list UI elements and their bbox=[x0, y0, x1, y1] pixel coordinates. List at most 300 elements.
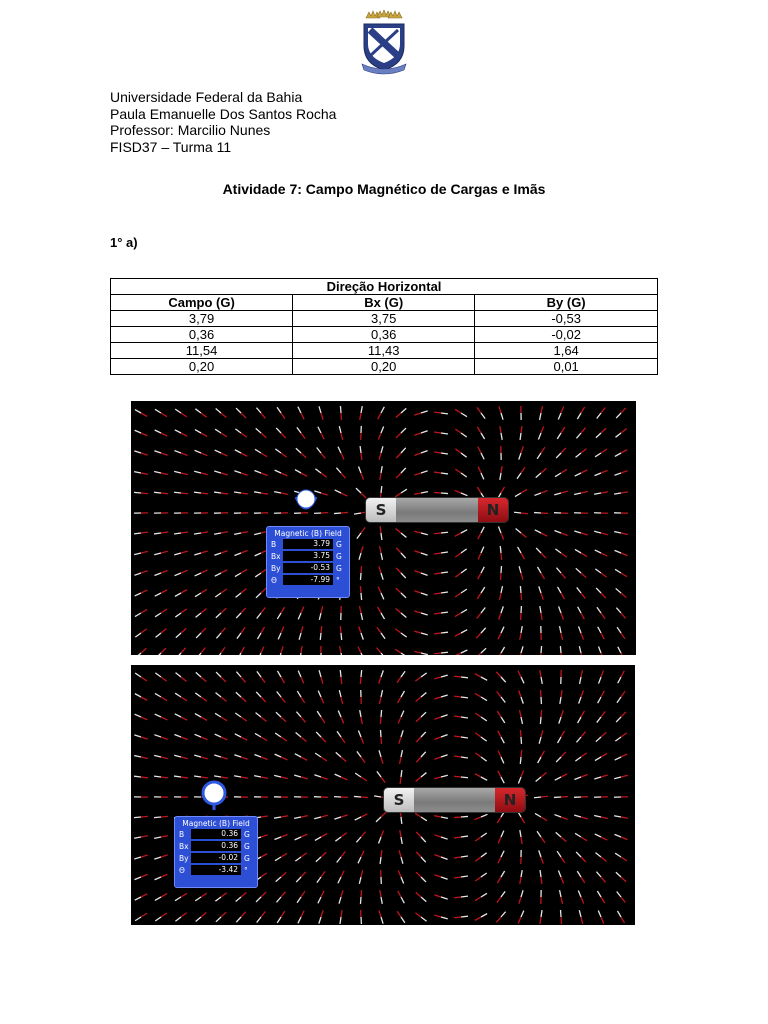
compass-needle bbox=[359, 870, 362, 884]
compass-needle bbox=[579, 626, 584, 639]
compass-needle bbox=[615, 853, 627, 861]
compass-needle bbox=[380, 890, 383, 904]
field-needle-grid bbox=[131, 401, 636, 655]
compass-needle bbox=[338, 711, 344, 724]
compass-needle bbox=[317, 711, 325, 723]
compass-needle bbox=[416, 773, 427, 782]
bar-magnet[interactable] bbox=[366, 498, 508, 522]
compass-needle bbox=[314, 815, 328, 818]
compass-needle bbox=[595, 449, 607, 457]
compass-needle bbox=[195, 589, 207, 596]
compass-needle bbox=[534, 513, 548, 514]
table-cell: 11,54 bbox=[111, 343, 293, 359]
compass-needle bbox=[196, 628, 206, 638]
compass-needle bbox=[380, 546, 383, 560]
compass-needle bbox=[455, 449, 466, 457]
compass-needle bbox=[294, 775, 307, 779]
compass-needle bbox=[134, 756, 148, 759]
compass-needle bbox=[236, 892, 247, 901]
compass-needle bbox=[255, 733, 267, 740]
compass-needle bbox=[496, 672, 505, 682]
compass-needle bbox=[455, 530, 467, 537]
compass-needle bbox=[520, 586, 521, 600]
compass-needle bbox=[577, 407, 584, 419]
compass-needle bbox=[554, 797, 568, 798]
compass-needle bbox=[416, 892, 427, 901]
field-probe-icon[interactable] bbox=[293, 489, 319, 519]
compass-needle bbox=[455, 409, 467, 416]
compass-needle bbox=[276, 428, 286, 438]
compass-needle bbox=[356, 832, 365, 843]
compass-needle bbox=[617, 891, 626, 902]
compass-needle bbox=[455, 589, 467, 597]
compass-needle bbox=[214, 471, 227, 475]
compass-needle bbox=[134, 836, 148, 839]
compass-needle bbox=[414, 571, 427, 576]
compass-needle bbox=[135, 609, 147, 616]
compass-needle bbox=[380, 730, 381, 744]
compass-needle bbox=[235, 713, 246, 721]
compass-needle bbox=[554, 531, 567, 536]
compass-needle bbox=[154, 571, 167, 576]
compass-needle bbox=[574, 775, 587, 780]
compass-needle bbox=[575, 470, 588, 476]
compass-needle bbox=[434, 472, 448, 474]
compass-needle bbox=[614, 471, 627, 476]
compass-needle bbox=[380, 850, 382, 864]
compass-needle bbox=[174, 735, 187, 740]
meter-row bbox=[175, 828, 257, 840]
compass-needle bbox=[194, 532, 208, 534]
compass-needle bbox=[175, 714, 187, 720]
field-table bbox=[110, 278, 658, 375]
compass-needle bbox=[596, 872, 605, 883]
compass-needle bbox=[500, 466, 502, 480]
compass-needle bbox=[498, 771, 504, 783]
compass-needle bbox=[216, 672, 226, 682]
compass-needle bbox=[534, 491, 547, 496]
compass-needle bbox=[475, 914, 487, 921]
meter-value: 0.36 bbox=[191, 841, 241, 851]
compass-needle bbox=[236, 692, 246, 701]
table-cell: 3,75 bbox=[293, 311, 475, 327]
compass-needle bbox=[475, 774, 487, 781]
compass-needle bbox=[377, 627, 385, 638]
compass-needle bbox=[156, 648, 166, 655]
compass-needle bbox=[358, 730, 363, 743]
meter-row bbox=[267, 550, 349, 562]
compass-needle bbox=[256, 588, 266, 598]
compass-needle bbox=[154, 451, 167, 456]
compass-needle bbox=[518, 671, 524, 684]
compass-needle bbox=[257, 627, 264, 639]
compass-needle bbox=[176, 628, 186, 637]
compass-needle bbox=[434, 855, 447, 860]
meter-row bbox=[175, 852, 257, 864]
compass-needle bbox=[376, 812, 386, 822]
bar-magnet[interactable] bbox=[384, 788, 525, 812]
compass-needle bbox=[134, 472, 148, 475]
compass-needle bbox=[215, 589, 226, 597]
magnet-south-pole: S bbox=[366, 498, 396, 522]
compass-needle bbox=[497, 891, 505, 902]
compass-needle bbox=[414, 492, 428, 495]
compass-needle bbox=[416, 852, 425, 862]
compass-needle bbox=[216, 693, 227, 702]
compass-needle bbox=[360, 890, 361, 904]
compass-needle bbox=[338, 871, 344, 884]
compass-needle bbox=[500, 426, 502, 440]
compass-needle bbox=[576, 568, 586, 577]
compass-needle bbox=[315, 753, 327, 761]
compass-needle bbox=[478, 567, 485, 579]
compass-needle bbox=[296, 872, 306, 882]
compass-needle bbox=[216, 408, 227, 417]
compass-needle bbox=[434, 552, 448, 554]
compass-needle bbox=[434, 492, 448, 493]
compass-needle bbox=[238, 647, 245, 655]
meter-label: Bx bbox=[179, 841, 189, 851]
compass-needle bbox=[358, 647, 364, 655]
compass-needle bbox=[397, 671, 405, 682]
compass-needle bbox=[520, 870, 522, 884]
compass-needle bbox=[554, 491, 567, 495]
field-meter-panel bbox=[266, 526, 350, 598]
compass-needle bbox=[135, 430, 148, 436]
table-cell: 0,20 bbox=[111, 359, 293, 375]
compass-needle bbox=[475, 713, 487, 721]
compass-needle bbox=[434, 452, 448, 454]
compass-needle bbox=[478, 447, 484, 460]
compass-needle bbox=[576, 852, 586, 862]
compass-needle bbox=[396, 468, 406, 478]
compass-needle bbox=[278, 627, 284, 640]
compass-needle bbox=[214, 492, 228, 494]
compass-needle bbox=[155, 874, 168, 880]
compass-needle bbox=[377, 771, 385, 782]
compass-needle bbox=[576, 428, 585, 439]
compass-needle bbox=[575, 549, 587, 556]
compass-needle bbox=[154, 755, 168, 758]
compass-needle bbox=[174, 471, 188, 474]
compass-needle bbox=[395, 649, 407, 655]
meter-row bbox=[267, 562, 349, 574]
compass-needle bbox=[497, 711, 505, 723]
meter-unit: G bbox=[336, 539, 342, 549]
compass-needle bbox=[554, 513, 568, 514]
compass-needle bbox=[597, 891, 604, 903]
compass-needle bbox=[455, 469, 467, 477]
panel-title: Magnetic (B) Field bbox=[182, 819, 250, 828]
compass-needle bbox=[455, 549, 466, 557]
compass-needle bbox=[295, 834, 308, 840]
compass-needle bbox=[414, 411, 427, 415]
compass-needle bbox=[434, 592, 448, 594]
compass-needle bbox=[614, 492, 628, 494]
compass-needle bbox=[518, 547, 525, 559]
compass-needle bbox=[195, 450, 208, 455]
compass-needle bbox=[176, 648, 185, 655]
compass-needle bbox=[536, 468, 547, 477]
compass-needle bbox=[277, 671, 284, 683]
compass-needle bbox=[434, 775, 448, 778]
compass-needle bbox=[574, 797, 588, 798]
compass-needle bbox=[597, 607, 605, 618]
compass-needle bbox=[616, 588, 627, 597]
compass-needle bbox=[355, 773, 367, 781]
meter-label: B bbox=[179, 829, 185, 839]
compass-needle bbox=[336, 752, 346, 761]
compass-needle bbox=[596, 588, 606, 598]
compass-needle bbox=[257, 671, 265, 682]
compass-needle bbox=[339, 426, 342, 440]
compass-needle bbox=[216, 608, 226, 617]
document-header bbox=[110, 89, 336, 155]
compass-needle bbox=[340, 670, 341, 684]
magnet-north-pole: N bbox=[495, 788, 525, 812]
compass-needle bbox=[614, 532, 628, 535]
compass-needle bbox=[395, 629, 406, 637]
compass-needle bbox=[236, 589, 247, 598]
compass-needle bbox=[236, 408, 246, 418]
compass-needle bbox=[340, 626, 341, 640]
compass-needle bbox=[357, 751, 365, 762]
compass-needle bbox=[500, 586, 503, 600]
compass-needle bbox=[214, 532, 228, 534]
compass-needle bbox=[434, 632, 448, 634]
compass-needle bbox=[359, 626, 364, 639]
compass-needle bbox=[380, 526, 382, 540]
compass-needle bbox=[136, 648, 146, 655]
compass-needle bbox=[175, 693, 187, 701]
compass-needle bbox=[215, 450, 228, 456]
table-cell: 0,36 bbox=[111, 327, 293, 343]
magnet-body bbox=[414, 788, 495, 812]
question-label: 1° a) bbox=[110, 235, 138, 250]
compass-needle bbox=[556, 448, 566, 458]
compass-needle bbox=[395, 489, 407, 497]
compass-needle bbox=[521, 606, 522, 620]
compass-needle bbox=[541, 690, 542, 704]
compass-needle bbox=[297, 427, 305, 438]
compass-needle bbox=[257, 911, 266, 922]
compass-needle bbox=[414, 631, 428, 635]
compass-needle bbox=[359, 546, 363, 559]
compass-needle bbox=[539, 586, 543, 599]
magnet-body bbox=[396, 498, 478, 522]
compass-needle bbox=[396, 529, 407, 538]
compass-needle bbox=[414, 471, 427, 475]
compass-needle bbox=[154, 551, 168, 554]
magnet-north-pole: N bbox=[478, 498, 508, 522]
meter-unit: G bbox=[244, 829, 250, 839]
compass-needle bbox=[277, 407, 285, 419]
compass-needle bbox=[559, 710, 563, 723]
compass-needle bbox=[574, 815, 587, 819]
compass-needle bbox=[415, 913, 426, 921]
compass-needle bbox=[560, 646, 561, 655]
compass-needle bbox=[379, 750, 383, 763]
compass-needle bbox=[560, 890, 563, 904]
compass-needle bbox=[214, 755, 227, 759]
simulation-screenshot bbox=[131, 401, 636, 655]
compass-needle bbox=[360, 710, 363, 724]
compass-needle bbox=[380, 466, 382, 480]
compass-needle bbox=[340, 406, 341, 420]
compass-needle bbox=[360, 406, 363, 420]
table-cell: 11,43 bbox=[293, 343, 475, 359]
compass-needle bbox=[416, 832, 426, 842]
compass-needle bbox=[134, 735, 147, 739]
column-header: By (G) bbox=[475, 295, 658, 311]
compass-needle bbox=[595, 834, 608, 840]
compass-needle bbox=[175, 913, 186, 921]
meter-label: Θ bbox=[271, 575, 277, 585]
compass-needle bbox=[498, 731, 505, 743]
compass-needle bbox=[195, 714, 207, 721]
compass-needle bbox=[399, 730, 403, 743]
compass-needle bbox=[416, 872, 426, 882]
compass-needle bbox=[615, 429, 626, 438]
meter-label: Θ bbox=[179, 865, 185, 875]
compass-needle bbox=[595, 470, 608, 475]
compass-needle bbox=[337, 731, 345, 743]
meter-row bbox=[267, 574, 349, 586]
compass-needle bbox=[400, 830, 402, 844]
compass-needle bbox=[454, 696, 468, 698]
compass-needle bbox=[596, 428, 606, 438]
compass-needle bbox=[520, 750, 521, 764]
compass-needle bbox=[176, 673, 187, 682]
compass-needle bbox=[560, 626, 563, 640]
compass-needle bbox=[540, 910, 542, 924]
compass-needle bbox=[400, 750, 403, 764]
compass-needle bbox=[196, 609, 207, 618]
compass-needle bbox=[216, 912, 226, 922]
compass-needle bbox=[154, 855, 167, 859]
compass-needle bbox=[556, 752, 566, 762]
compass-needle bbox=[475, 873, 487, 881]
compass-needle bbox=[319, 406, 323, 419]
meter-value: 0.36 bbox=[191, 829, 241, 839]
compass-needle bbox=[361, 910, 362, 924]
compass-needle bbox=[540, 670, 543, 684]
compass-needle bbox=[234, 550, 247, 555]
university-crest-icon bbox=[358, 8, 410, 76]
compass-needle bbox=[455, 650, 468, 655]
compass-needle bbox=[500, 566, 501, 580]
compass-needle bbox=[379, 670, 384, 683]
compass-needle bbox=[595, 550, 608, 556]
compass-needle bbox=[477, 407, 485, 418]
compass-needle bbox=[314, 797, 328, 798]
compass-needle bbox=[399, 850, 403, 863]
compass-needle bbox=[235, 734, 247, 740]
compass-needle bbox=[598, 646, 603, 655]
compass-needle bbox=[540, 646, 541, 655]
compass-needle bbox=[616, 608, 625, 619]
compass-needle bbox=[476, 648, 486, 655]
compass-needle bbox=[174, 532, 188, 534]
compass-needle bbox=[594, 775, 607, 779]
compass-needle bbox=[396, 548, 405, 558]
compass-needle bbox=[596, 853, 607, 862]
compass-needle bbox=[574, 531, 587, 535]
compass-needle bbox=[434, 755, 447, 760]
meter-value: 3.79 bbox=[283, 539, 333, 549]
compass-needle bbox=[135, 629, 146, 637]
compass-needle bbox=[434, 816, 448, 819]
compass-needle bbox=[134, 551, 148, 554]
compass-needle bbox=[318, 427, 324, 440]
compass-needle bbox=[615, 754, 628, 760]
compass-needle bbox=[155, 609, 167, 617]
compass-needle bbox=[235, 450, 247, 457]
compass-needle bbox=[578, 891, 583, 904]
compass-needle bbox=[517, 811, 524, 823]
compass-needle bbox=[614, 816, 628, 819]
compass-needle bbox=[554, 815, 567, 820]
compass-needle bbox=[515, 489, 527, 496]
compass-needle bbox=[476, 628, 485, 638]
compass-needle bbox=[454, 896, 468, 898]
compass-needle bbox=[616, 872, 626, 882]
compass-needle bbox=[454, 916, 468, 918]
compass-needle bbox=[300, 646, 302, 655]
compass-needle bbox=[340, 646, 343, 655]
compass-needle bbox=[155, 913, 167, 921]
compass-needle bbox=[256, 692, 266, 702]
meter-row bbox=[175, 864, 257, 876]
compass-needle bbox=[498, 751, 504, 764]
compass-needle bbox=[540, 870, 542, 884]
compass-needle bbox=[379, 910, 383, 923]
compass-needle bbox=[359, 606, 362, 620]
compass-needle bbox=[595, 569, 606, 577]
compass-needle bbox=[599, 670, 604, 683]
compass-needle bbox=[416, 752, 425, 762]
compass-needle bbox=[519, 690, 524, 703]
compass-needle bbox=[396, 408, 407, 417]
compass-needle bbox=[454, 816, 468, 817]
compass-needle bbox=[579, 690, 584, 703]
compass-needle bbox=[558, 870, 563, 883]
compass-needle bbox=[155, 409, 167, 416]
compass-needle bbox=[434, 895, 447, 899]
compass-needle bbox=[454, 856, 468, 858]
table-row bbox=[111, 343, 658, 359]
compass-needle bbox=[497, 811, 504, 823]
compass-needle bbox=[336, 468, 345, 479]
compass-needle bbox=[315, 834, 327, 841]
compass-needle bbox=[514, 512, 528, 513]
compass-needle bbox=[135, 694, 147, 701]
compass-needle bbox=[396, 568, 406, 578]
compass-needle bbox=[379, 690, 382, 704]
compass-needle bbox=[334, 512, 348, 513]
compass-needle bbox=[134, 855, 147, 859]
field-probe-icon[interactable] bbox=[201, 780, 227, 810]
compass-needle bbox=[135, 410, 147, 417]
table-cell: 0,36 bbox=[293, 327, 475, 343]
meter-value: -0.02 bbox=[191, 853, 241, 863]
compass-needle bbox=[498, 526, 503, 539]
compass-needle bbox=[594, 531, 608, 534]
compass-needle bbox=[577, 587, 586, 598]
compass-needle bbox=[154, 472, 168, 475]
compass-needle bbox=[414, 431, 427, 436]
compass-needle bbox=[580, 670, 583, 684]
